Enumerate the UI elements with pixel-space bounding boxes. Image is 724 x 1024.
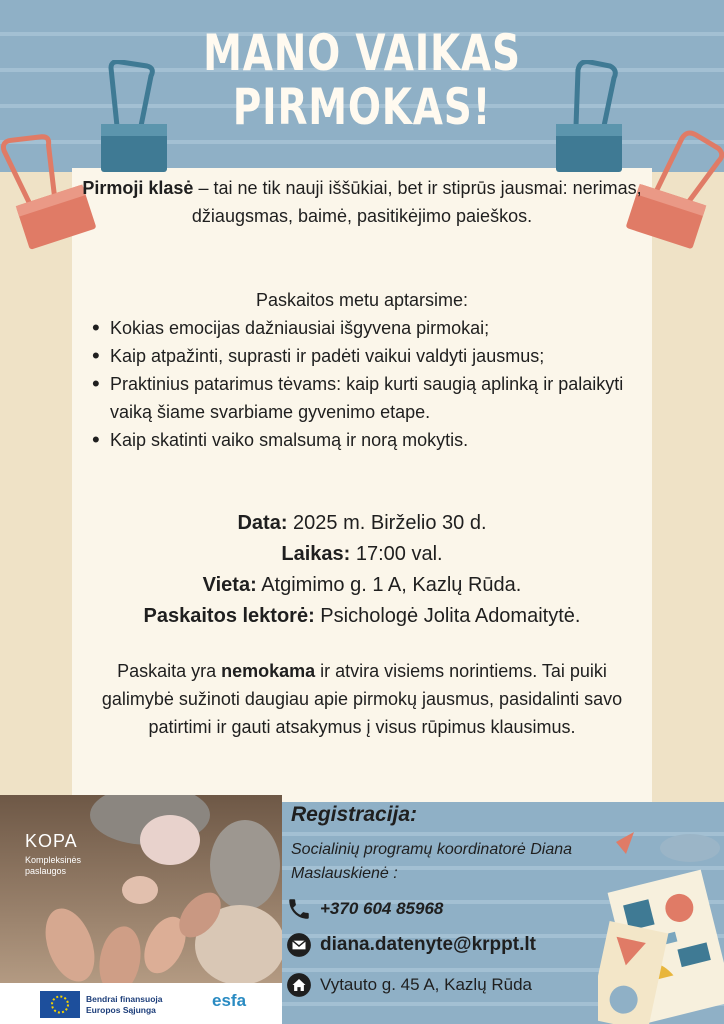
esfa-logo: esfa bbox=[212, 991, 247, 1010]
topics-list bbox=[90, 314, 635, 454]
list-item: • Kaip skatinti vaiko smalsumą ir norą mokytis. bbox=[90, 426, 635, 454]
event-details bbox=[82, 508, 642, 632]
decorative-cards bbox=[598, 828, 724, 1024]
hands-in-sand-photo bbox=[0, 795, 282, 983]
funding-logos bbox=[0, 983, 282, 1024]
list-item: • Kokias emocijas dažniausiai išgyvena pirmokai; bbox=[90, 314, 635, 342]
event-time: Laikas: 17:00 val. bbox=[281, 543, 443, 565]
phone-row bbox=[286, 896, 443, 922]
address-text: Vytauto g. 45 A, Kazlų Rūda bbox=[320, 975, 533, 994]
event-place: Vieta: Atgimimo g. 1 A, Kazlų Rūda. bbox=[202, 574, 522, 596]
home-icon bbox=[286, 972, 312, 998]
page-title: MANO VAIKAS PIRMOKAS! bbox=[203, 24, 521, 136]
registration-title: Registracija: bbox=[291, 803, 418, 826]
event-date: Data: 2025 m. Birželio 30 d. bbox=[237, 512, 487, 534]
email-row bbox=[286, 932, 536, 958]
address-row bbox=[286, 972, 532, 998]
registration-coordinator: Socialinių programų koordinatorė Diana Maslauskienė : bbox=[291, 841, 573, 882]
eu-funding-text: Bendrai finansuoja Europos Sąjunga bbox=[86, 994, 163, 1015]
phone-icon bbox=[286, 896, 312, 922]
email-icon bbox=[286, 932, 312, 958]
binder-clip-icon bbox=[95, 60, 175, 175]
kopa-brand: KOPA bbox=[25, 831, 78, 851]
phone-number[interactable]: +370 604 85968 bbox=[320, 899, 444, 918]
discussion-lead: Paskaitos metu aptarsime: bbox=[255, 290, 469, 310]
eu-flag-icon bbox=[40, 991, 80, 1018]
list-item: • Praktinius patarimus tėvams: kaip kurti saugią aplinką ir palaikyti vaiką šiame svarbiame gyvenimo etape. bbox=[90, 370, 635, 426]
kopa-subtitle: Kompleksinės paslaugos bbox=[25, 855, 82, 876]
closing-paragraph: Paskaita yra nemokama ir atvira visiems norintiems. Tai puiki galimybė sužinoti daugiau apie pirmokų jausmus, pasidalinti savo patirtimi ir gauti atsakymus į visus rūpimus klausimus. bbox=[101, 661, 623, 737]
list-item: • Kaip atpažinti, suprasti ir padėti vaikui valdyti jausmus; bbox=[90, 342, 635, 370]
event-lecturer: Paskaitos lektorė: Psichologė Jolita Adomaitytė. bbox=[143, 605, 581, 627]
binder-clip-icon bbox=[552, 60, 632, 175]
email-address[interactable]: diana.datenyte@krppt.lt bbox=[320, 934, 536, 955]
photo-illustration bbox=[0, 795, 282, 983]
intro-paragraph: Pirmoji klasė – tai ne tik nauji iššūkiai, bet ir stiprūs jausmai: nerimas, džiaugsmas, baimė, pasitikėjimo paieškos. bbox=[82, 178, 642, 226]
